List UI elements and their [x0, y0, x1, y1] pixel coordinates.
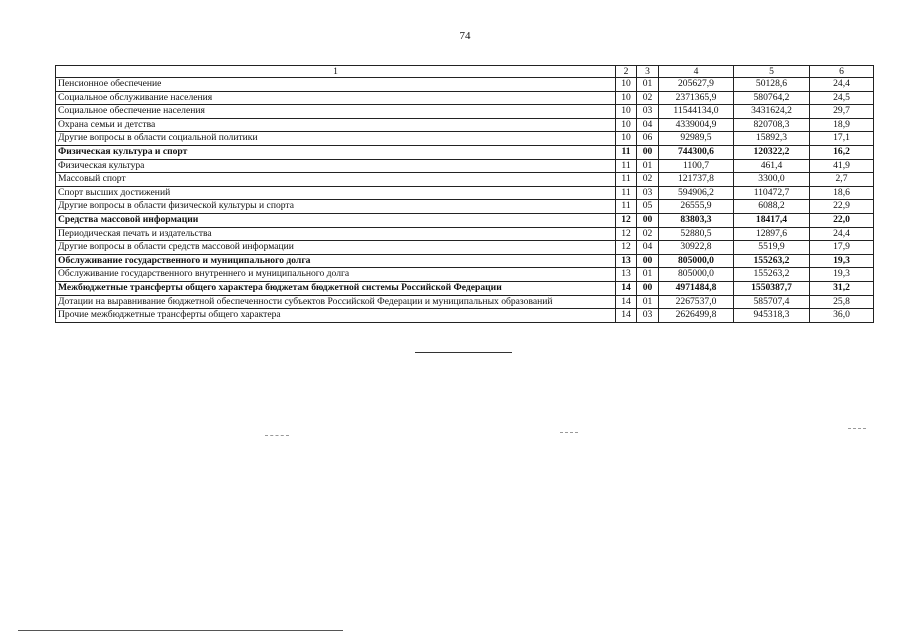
row-value-col5: 945318,3 — [734, 309, 810, 323]
row-value-col6: 36,0 — [810, 309, 874, 323]
header-col-6: 6 — [810, 66, 874, 78]
header-col-4: 4 — [659, 66, 734, 78]
row-subsection-code: 00 — [637, 281, 659, 295]
separator-line — [415, 352, 512, 353]
table-row — [56, 254, 874, 268]
row-name: Обслуживание государственного внутреннего и муниципального долга — [56, 268, 616, 282]
row-value-col5: 580764,2 — [734, 91, 810, 105]
row-value-col4: 11544134,0 — [659, 105, 734, 119]
row-section-code: 14 — [616, 281, 637, 295]
row-section-code: 11 — [616, 159, 637, 173]
row-value-col4: 4971484,8 — [659, 281, 734, 295]
row-value-col4: 52880,5 — [659, 227, 734, 241]
row-name: Физическая культура — [56, 159, 616, 173]
row-value-col5: 15892,3 — [734, 132, 810, 146]
row-value-col5: 155263,2 — [734, 254, 810, 268]
row-value-col5: 585707,4 — [734, 295, 810, 309]
row-section-code: 11 — [616, 173, 637, 187]
row-value-col6: 19,3 — [810, 268, 874, 282]
row-subsection-code: 04 — [637, 118, 659, 132]
row-subsection-code: 03 — [637, 186, 659, 200]
table-row — [56, 227, 874, 241]
row-name: Другие вопросы в области средств массовой информации — [56, 241, 616, 255]
table-row — [56, 105, 874, 119]
row-value-col6: 29,7 — [810, 105, 874, 119]
row-subsection-code: 00 — [637, 213, 659, 227]
row-value-col4: 92989,5 — [659, 132, 734, 146]
row-name: Обслуживание государственного и муниципального долга — [56, 254, 616, 268]
row-name: Охрана семьи и детства — [56, 118, 616, 132]
row-value-col4: 2371365,9 — [659, 91, 734, 105]
row-name: Пенсионное обеспечение — [56, 78, 616, 92]
row-value-col5: 3300,0 — [734, 173, 810, 187]
row-section-code: 10 — [616, 91, 637, 105]
row-value-col5: 120322,2 — [734, 145, 810, 159]
table-row — [56, 241, 874, 255]
row-value-col6: 25,8 — [810, 295, 874, 309]
table-body — [56, 78, 874, 323]
row-value-col4: 205627,9 — [659, 78, 734, 92]
row-subsection-code: 02 — [637, 227, 659, 241]
row-value-col4: 805000,0 — [659, 268, 734, 282]
row-value-col5: 155263,2 — [734, 268, 810, 282]
row-section-code: 14 — [616, 295, 637, 309]
table-row — [56, 145, 874, 159]
row-name: Периодическая печать и издательства — [56, 227, 616, 241]
row-section-code: 13 — [616, 254, 637, 268]
row-value-col5: 110472,7 — [734, 186, 810, 200]
table-header-row — [56, 66, 874, 78]
row-name: Социальное обслуживание населения — [56, 91, 616, 105]
row-value-col6: 24,4 — [810, 78, 874, 92]
header-col-3: 3 — [637, 66, 659, 78]
row-section-code: 10 — [616, 132, 637, 146]
row-subsection-code: 01 — [637, 159, 659, 173]
row-section-code: 14 — [616, 309, 637, 323]
row-subsection-code: 06 — [637, 132, 659, 146]
table-row — [56, 186, 874, 200]
row-value-col4: 2267537,0 — [659, 295, 734, 309]
row-value-col4: 121737,8 — [659, 173, 734, 187]
row-name: Прочие межбюджетные трансферты общего характера — [56, 309, 616, 323]
row-subsection-code: 04 — [637, 241, 659, 255]
row-value-col5: 18417,4 — [734, 213, 810, 227]
row-subsection-code: 02 — [637, 91, 659, 105]
row-name: Средства массовой информации — [56, 213, 616, 227]
row-subsection-code: 03 — [637, 309, 659, 323]
row-value-col6: 16,2 — [810, 145, 874, 159]
table-row — [56, 118, 874, 132]
row-value-col6: 22,0 — [810, 213, 874, 227]
row-value-col4: 4339004,9 — [659, 118, 734, 132]
row-value-col4: 26555,9 — [659, 200, 734, 214]
row-subsection-code: 01 — [637, 295, 659, 309]
row-value-col6: 17,1 — [810, 132, 874, 146]
row-value-col5: 461,4 — [734, 159, 810, 173]
row-subsection-code: 01 — [637, 268, 659, 282]
footer-line — [18, 630, 343, 631]
row-section-code: 10 — [616, 78, 637, 92]
row-value-col5: 12897,6 — [734, 227, 810, 241]
row-value-col5: 3431624,2 — [734, 105, 810, 119]
table-row — [56, 78, 874, 92]
header-col-1: 1 — [56, 66, 616, 78]
row-value-col4: 30922,8 — [659, 241, 734, 255]
row-name: Межбюджетные трансферты общего характера бюджетам бюджетной системы Российской Федерации — [56, 281, 616, 295]
row-subsection-code: 01 — [637, 78, 659, 92]
row-name: Спорт высших достижений — [56, 186, 616, 200]
row-value-col4: 1100,7 — [659, 159, 734, 173]
row-section-code: 11 — [616, 145, 637, 159]
row-subsection-code: 03 — [637, 105, 659, 119]
row-subsection-code: 02 — [637, 173, 659, 187]
table-row — [56, 91, 874, 105]
row-section-code: 11 — [616, 186, 637, 200]
row-value-col6: 41,9 — [810, 159, 874, 173]
row-section-code: 10 — [616, 118, 637, 132]
header-col-2: 2 — [616, 66, 637, 78]
row-subsection-code: 05 — [637, 200, 659, 214]
row-value-col5: 6088,2 — [734, 200, 810, 214]
row-section-code: 12 — [616, 213, 637, 227]
page-number: 74 — [459, 30, 471, 42]
header-col-5: 5 — [734, 66, 810, 78]
row-value-col6: 18,9 — [810, 118, 874, 132]
row-value-col5: 820708,3 — [734, 118, 810, 132]
row-value-col6: 19,3 — [810, 254, 874, 268]
row-value-col6: 18,6 — [810, 186, 874, 200]
row-value-col6: 24,5 — [810, 91, 874, 105]
row-value-col5: 5519,9 — [734, 241, 810, 255]
row-name: Массовый спорт — [56, 173, 616, 187]
row-value-col6: 31,2 — [810, 281, 874, 295]
row-section-code: 12 — [616, 241, 637, 255]
row-subsection-code: 00 — [637, 145, 659, 159]
row-section-code: 10 — [616, 105, 637, 119]
scan-mark — [265, 435, 289, 436]
row-value-col6: 2,7 — [810, 173, 874, 187]
table-row — [56, 268, 874, 282]
row-name: Социальное обеспечение населения — [56, 105, 616, 119]
row-value-col5: 50128,6 — [734, 78, 810, 92]
table-row — [56, 132, 874, 146]
scan-mark — [560, 432, 578, 433]
row-section-code: 12 — [616, 227, 637, 241]
row-name: Другие вопросы в области социальной политики — [56, 132, 616, 146]
scan-mark — [848, 428, 866, 429]
row-value-col6: 22,9 — [810, 200, 874, 214]
row-value-col4: 2626499,8 — [659, 309, 734, 323]
row-value-col6: 17,9 — [810, 241, 874, 255]
table-row — [56, 281, 874, 295]
table-row — [56, 309, 874, 323]
row-name: Дотации на выравнивание бюджетной обеспеченности субъектов Российской Федерации и муниципальных образований — [56, 295, 616, 309]
row-value-col4: 805000,0 — [659, 254, 734, 268]
table-row — [56, 213, 874, 227]
budget-table — [55, 65, 874, 323]
row-section-code: 11 — [616, 200, 637, 214]
row-value-col5: 1550387,7 — [734, 281, 810, 295]
table-row — [56, 173, 874, 187]
row-subsection-code: 00 — [637, 254, 659, 268]
row-name: Физическая культура и спорт — [56, 145, 616, 159]
row-section-code: 13 — [616, 268, 637, 282]
row-value-col4: 594906,2 — [659, 186, 734, 200]
row-value-col4: 83803,3 — [659, 213, 734, 227]
row-value-col4: 744300,6 — [659, 145, 734, 159]
table-row — [56, 295, 874, 309]
row-name: Другие вопросы в области физической культуры и спорта — [56, 200, 616, 214]
table-row — [56, 200, 874, 214]
row-value-col6: 24,4 — [810, 227, 874, 241]
table-row — [56, 159, 874, 173]
